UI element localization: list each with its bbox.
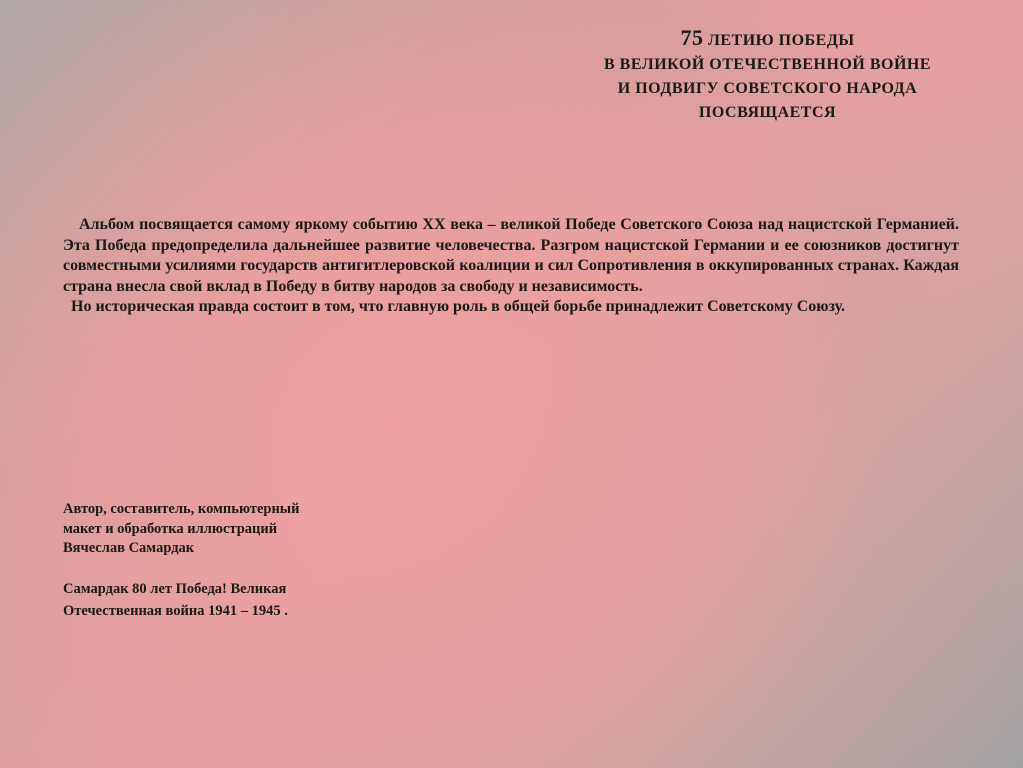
title-line-1 [545,26,990,53]
title-line-2: В ВЕЛИКОЙ ОТЕЧЕСТВЕННОЙ ВОЙНЕ [604,56,931,73]
credits-spacer [63,559,403,578]
citation-line-1: Самардак 80 лет Победа! Великая [63,580,287,597]
album-description [63,215,959,318]
citation-line-2: Отечественная война 1941 – 1945 . [63,602,288,619]
title-line-1-text: ЛЕТИЮ ПОБЕДЫ [707,32,855,49]
credits-author-name: Вячеслав Самардак [63,540,195,556]
credits-line-1: Автор, составитель, компьютерный [63,501,300,517]
title-number: 75 [680,25,704,50]
description-paragraph-1: Альбом посвящается самому яркому событию XX века – великой Победе Советского Союза над нацистской Германией. Эта Победа предопределила дальнейшее развитие человечества. Разгром нацистской Германии и ее союзников достигнут совместными усилиями государств антигитлеровской коалиции и сил Сопротивления в оккупированных странах. Каждая страна внесла свой вклад в Победу в битву народов за свободу и независимость. [63,216,959,295]
credits-line-2: макет и обработка иллюстраций [63,520,278,537]
dedication-title [545,26,990,125]
title-line-3: И ПОДВИГУ СОВЕТСКОГО НАРОДА [617,80,918,97]
description-paragraph-2: Но историческая правда состоит в том, что главную роль в общей борьбе принадлежит Советскому Союзу. [71,298,846,315]
title-line-4: ПОСВЯЩАЕТСЯ [698,104,837,121]
author-credits [63,500,403,622]
